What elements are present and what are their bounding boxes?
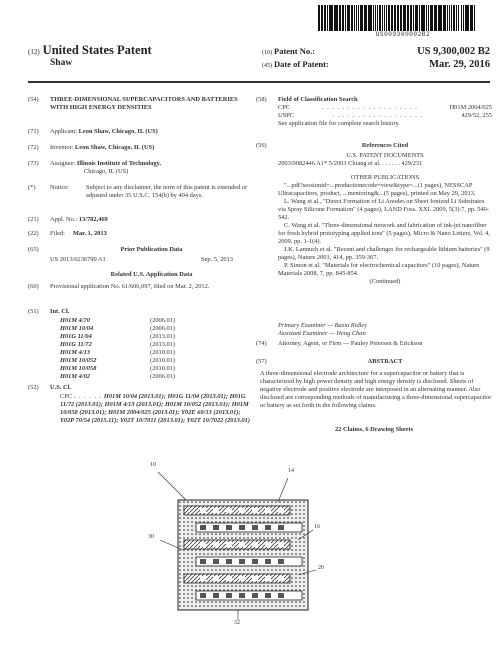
- electrode-cell: [265, 559, 271, 564]
- barcode-bar: [392, 5, 393, 31]
- cpc-field: CPC . . . . . . H01M 10/04 (2013.01); H01G 11/04 (2013.01); H01G 11/72 (2013.01); H01M 4/13 (2013.01); H01M 10/052 (2013.01); H01M 10/058 (2013.01); H01M 2004/025 (2013.01); Y02E 60/13 (2013.01); Y02P 70/54 (2015.11); Y02T 10/7011 (2013.01); Y02T 10/7022 (2013.01): [60, 393, 250, 424]
- barcode-bar: [348, 5, 350, 31]
- electrode-cell: [213, 593, 219, 598]
- electrode-plate: [196, 523, 302, 532]
- electrode-cell: [278, 576, 284, 581]
- electrode-diagram: [138, 460, 338, 635]
- prior-code: (65): [28, 246, 39, 253]
- assignee-label: Assignee:: [50, 160, 76, 167]
- figure-label: 20: [318, 565, 324, 571]
- electrode-plate: [184, 506, 290, 515]
- electrode-cell: [278, 525, 284, 530]
- abstract-code: (57): [256, 358, 267, 365]
- other-pub-entry: J.K. Lannuch et al. "Recent and challenges for rechargeable lithium batteries" (9 pages), Nature 2001, 414, pp. 359-367.: [278, 246, 490, 261]
- refs-code: (56): [256, 142, 267, 149]
- assignee-name: Illinois Institute of Technology,: [76, 160, 161, 167]
- us-cl-field: [28, 384, 253, 392]
- electrode-plate: [184, 574, 290, 583]
- electrode-cell: [265, 576, 271, 581]
- us-patent-entry: 2003/0082446 A1* 5/2003 Chiang et al. . . . . . . 429/231: [278, 160, 423, 167]
- barcode: [318, 5, 488, 31]
- appl-code: (21): [28, 216, 39, 223]
- inventor-code: (72): [28, 144, 39, 151]
- other-pub-entry: C. Wang et al. "Three-dimensional network and fabrication of ink-jet nanofiber for fresh hybrid prototyping applied ions" (5 pages), Micro & Nano Letters, Vol. 4, 2009, pp. 1-1(4).: [278, 222, 490, 245]
- barcode-bar: [335, 5, 337, 31]
- applicant-field: [28, 128, 253, 136]
- int-cl-list: [28, 317, 253, 381]
- patent-no-code: (10): [262, 50, 272, 56]
- electrode-cell: [226, 508, 232, 513]
- electrode-cell: [200, 542, 206, 547]
- title-field: [28, 96, 253, 112]
- patent-date: Mar. 29, 2016: [429, 59, 490, 70]
- prior-pub-number: US 2013/0236790 A1: [50, 256, 106, 263]
- attorney-text: Attorney, Agent, or Firm — Pauley Petersen & Erickson: [278, 340, 423, 347]
- electrode-cell: [239, 593, 245, 598]
- appl-label: Appl. No.:: [50, 216, 78, 223]
- barcode-bar: [453, 5, 455, 31]
- figure-label: 30: [148, 534, 154, 540]
- electrode-cell: [213, 542, 219, 547]
- barcode-bar: [340, 5, 341, 31]
- barcode-bar: [384, 5, 385, 31]
- prior-pub-heading: Prior Publication Data: [120, 246, 183, 253]
- applicant-value: Leon Shaw, Chicago, IL (US): [78, 128, 158, 135]
- electrode-cell: [265, 593, 271, 598]
- barcode-bar: [379, 5, 381, 31]
- barcode-bar: [375, 5, 377, 31]
- abstract-body: [256, 370, 492, 410]
- electrode-cell: [226, 525, 232, 530]
- filed-label: Filed:: [50, 230, 65, 237]
- assistant-examiner: Assistant Examiner — Heng Chan: [278, 330, 366, 337]
- barcode-bar: [436, 5, 437, 31]
- figure-label: 32: [234, 620, 240, 626]
- other-pub-entry: P. Simon et al. "Materials for electrochemical capacitors" (10 pages), Nature Materials 2008, 7, pp. 845-854.: [278, 262, 480, 277]
- int-cl-code: (51): [28, 308, 39, 315]
- barcode-bar: [428, 5, 429, 31]
- electrode-plate: [196, 557, 302, 566]
- other-pub-entry: "...pdf?sessionid=...productionecode=view&type=...(1 pages), NESSCAP Ultracapacitors, product, ...mentoring&...(5 pages), printed on May 29, 2013.: [278, 182, 476, 197]
- figure-label: 16: [314, 524, 320, 530]
- electrode-plate: [184, 540, 290, 549]
- header-rule: [28, 81, 490, 83]
- electrode-cell: [278, 542, 284, 547]
- field-search-note: See application file for complete search history.: [278, 120, 400, 127]
- electrode-cell: [200, 593, 206, 598]
- int-cl-class: H01M 4/13: [60, 349, 91, 356]
- electrode-cell: [226, 576, 232, 581]
- barcode-bar: [415, 5, 416, 31]
- us-patent-docs-heading: U.S. PATENT DOCUMENTS: [346, 152, 424, 159]
- int-cl-row: [60, 317, 253, 325]
- patent-title-header: [28, 43, 152, 58]
- int-cl-version: (2010.01): [150, 357, 176, 364]
- field-search: (58) Field of Classification Search CPC . . . . . . . . . . . . . . . . . . . H01M 2004/025 USPC . . . . . . . . . . . . . . . . . . 429/52, 255 See application file for complete search history.: [256, 96, 492, 127]
- notice-label: Notice:: [50, 184, 69, 191]
- provisional-text: Provisional application No. 61/606,097, filed on Mar. 2, 2012.: [50, 283, 210, 290]
- electrode-cell: [252, 525, 258, 530]
- barcode-number: US009300002B2: [375, 31, 431, 38]
- related-head-row: [28, 271, 253, 279]
- date-label: Date of Patent:: [274, 59, 329, 69]
- barcode-bar: [422, 5, 424, 31]
- int-cl-class: H01G 11/72: [60, 341, 92, 348]
- us-pat-docs: [256, 152, 492, 168]
- int-cl-class: H01M 10/04: [60, 325, 94, 332]
- int-cl-version: (2013.01): [150, 333, 176, 340]
- barcode-bar: [394, 5, 396, 31]
- other-pubs-list: [278, 182, 492, 278]
- electrode-cell: [278, 508, 284, 513]
- patent-no-label: Patent No.:: [274, 46, 316, 56]
- filed-field: [28, 230, 253, 238]
- cpc-label: CPC: [60, 393, 73, 400]
- barcode-bar: [371, 5, 372, 31]
- filed-code: (22): [28, 230, 39, 237]
- barcode-bar: [324, 5, 326, 31]
- int-cl-row: [60, 349, 253, 357]
- figure-label: 14: [288, 468, 294, 474]
- int-cl-row: [60, 325, 253, 333]
- barcode-bar: [318, 5, 320, 31]
- claims-field: [256, 426, 492, 434]
- abstract-field: [256, 358, 492, 366]
- int-cl-class: H01M 10/058: [60, 365, 97, 372]
- electrode-cell: [278, 593, 284, 598]
- barcode-bar: [405, 5, 406, 31]
- barcode-bar: [410, 5, 412, 31]
- barcode-bar: [445, 5, 446, 31]
- prov-code: (60): [28, 283, 39, 290]
- electrode-cell: [226, 593, 232, 598]
- barcode-bar: [358, 5, 359, 31]
- front-page-figure: [138, 460, 338, 635]
- examiner-block: [256, 322, 492, 338]
- appl-no-field: [28, 216, 253, 224]
- patent-number: US 9,300,002 B2: [417, 46, 490, 57]
- prior-pub-row: [28, 256, 253, 264]
- notice-code: (*): [28, 184, 36, 191]
- us-cl-code: (52): [28, 384, 39, 391]
- int-cl-version: (2013.01): [150, 341, 176, 348]
- inventor-field: [28, 144, 253, 152]
- int-cl-row: [60, 333, 253, 341]
- cpc-classes: H01M 10/04 (2013.01); H01G 11/04 (2013.01); H01G 11/72 (2013.01); H01M 4/13 (2013.01); H01M 10/052 (2013.01); H01M 10/058 (2013.01); H01M 2004/025 (2013.01); Y02E 60/13 (2013.01); Y02P 70/54 (2015.11); Y02T 10/7011 (2013.01); Y02T 10/7022 (2013.01): [60, 393, 250, 424]
- appl-number: 13/782,469: [78, 216, 108, 223]
- prior-pub-field: [28, 246, 253, 254]
- electrode-cell: [200, 559, 206, 564]
- electrode-cell: [200, 525, 206, 530]
- other-pubs: [256, 174, 492, 286]
- electrode-cell: [252, 559, 258, 564]
- barcode-bar: [474, 5, 475, 31]
- field-cpc-value: H01M 2004/025: [449, 104, 492, 111]
- refs-field: [256, 142, 492, 150]
- electrode-cell: [265, 542, 271, 547]
- barcode-bar: [449, 5, 451, 31]
- us-cl-heading: U.S. Cl.: [50, 384, 71, 391]
- electrode-cell: [252, 576, 258, 581]
- primary-examiner: Primary Examiner — Basia Ridley: [278, 322, 368, 329]
- notice-field: [28, 184, 253, 200]
- applicant-label: Applicant:: [50, 128, 77, 135]
- int-cl-class: H01M 10/052: [60, 357, 97, 364]
- barcode-bar: [351, 5, 353, 31]
- electrode-cell: [200, 576, 206, 581]
- provisional-field: [28, 283, 253, 291]
- patent-number-block: [262, 46, 490, 72]
- electrode-cell: [239, 542, 245, 547]
- barcode-bar: [463, 5, 464, 31]
- electrode-plate: [196, 591, 302, 600]
- int-cl-row: [60, 373, 253, 381]
- electrode-cell: [252, 593, 258, 598]
- int-cl-version: (2010.01): [150, 349, 176, 356]
- barcode-bar: [458, 5, 460, 31]
- barcode-bar: [322, 5, 323, 31]
- figure-label: 10: [150, 462, 156, 468]
- int-cl-class: H01M 4/02: [60, 373, 91, 380]
- electrode-cell: [278, 559, 284, 564]
- document-type: United States Patent: [42, 43, 152, 57]
- barcode-bar: [471, 5, 473, 31]
- related-data-heading: Related U.S. Application Data: [110, 271, 193, 278]
- invention-title: THREE-DIMENSIONAL SUPERCAPACITORS AND BATTERIES WITH HIGH ENERGY DENSITIES: [50, 96, 238, 111]
- barcode-bar: [441, 5, 442, 31]
- field-cpc-label: CPC: [278, 104, 291, 111]
- electrode-cell: [265, 508, 271, 513]
- electrode-cell: [213, 559, 219, 564]
- field-uspc-value: 429/52, 255: [461, 112, 492, 119]
- electrode-cell: [239, 525, 245, 530]
- inventor-value: Leon Shaw, Chicago, IL (US): [75, 144, 155, 151]
- int-cl-version: (2006.01): [150, 325, 176, 332]
- electrode-cell: [252, 542, 258, 547]
- barcode-bar: [345, 5, 346, 31]
- electrode-cell: [213, 576, 219, 581]
- barcode-bar: [327, 5, 328, 31]
- assignee-field: [28, 160, 253, 176]
- continued-note: (Continued): [369, 278, 401, 285]
- barcode-bar: [466, 5, 468, 31]
- int-cl-field: [28, 308, 253, 316]
- barcode-bar: [331, 5, 333, 31]
- int-cl-row: [60, 365, 253, 373]
- title-code: (54): [28, 96, 39, 103]
- leader-line: [158, 472, 186, 500]
- leader-line: [278, 478, 288, 502]
- electrode-cell: [239, 508, 245, 513]
- other-pub-entry: L. Wang et al., "Direct Formation of Li Anodes on Sheet Ionized Li Substrates via Spray Silicone Formation" (4 pages), LAND Foss. XXI. 2009, 5(3):7, pp. 540-542.: [278, 198, 489, 221]
- barcode-bar: [419, 5, 420, 31]
- assignee-location: Chicago, IL (US): [84, 168, 129, 175]
- kind-code: (12): [28, 48, 40, 56]
- int-cl-row: [60, 341, 253, 349]
- electrode-cell: [226, 542, 232, 547]
- date-code: (45): [262, 63, 272, 69]
- abstract-heading: ABSTRACT: [367, 358, 403, 365]
- electrode-cell: [252, 508, 258, 513]
- field-uspc-label: USPC: [278, 112, 294, 119]
- other-pubs-heading: OTHER PUBLICATIONS: [350, 174, 420, 181]
- barcode-bar: [361, 5, 363, 31]
- barcode-bar: [354, 5, 355, 31]
- int-cl-version: (2006.01): [150, 373, 176, 380]
- int-cl-row: [60, 357, 253, 365]
- barcode-bar: [431, 5, 433, 31]
- inventor-label: Inventor:: [50, 144, 74, 151]
- field-search-heading: Field of Classification Search: [278, 96, 358, 103]
- int-cl-class: H01G 11/04: [60, 333, 92, 340]
- inventor-surname: Shaw: [50, 58, 73, 68]
- electrode-cell: [213, 508, 219, 513]
- electrode-cell: [226, 559, 232, 564]
- claims-count: 22 Claims, 6 Drawing Sheets: [335, 426, 413, 433]
- int-cl-class: H01M 4/70: [60, 317, 91, 324]
- int-cl-heading: Int. Cl.: [50, 308, 70, 315]
- barcode-bar: [397, 5, 399, 31]
- refs-heading: References Cited: [361, 142, 409, 149]
- electrode-cell: [200, 508, 206, 513]
- electrode-cell: [213, 525, 219, 530]
- notice-text: Subject to any disclaimer, the term of this patent is extended or adjusted under 35 U.S.C. 154(b) by 404 days.: [86, 184, 248, 199]
- barcode-bar: [366, 5, 367, 31]
- field-search-code: (58): [256, 96, 267, 103]
- abstract-text: A three-dimensional electrode architecture for a supercapacitor or battery that is characterized by high power density and high energy density is disclosed. Sheets of negative electrode and positive electrode are interposed in an alternating manner. Also disclosed are corresponding methods of manufacturing a three-dimensional supercapacitor or battery as set forth in the following claims.: [260, 370, 492, 409]
- barcode-bar: [438, 5, 440, 31]
- electrode-cell: [239, 559, 245, 564]
- assignee-code: (73): [28, 160, 39, 167]
- electrode-cell: [239, 576, 245, 581]
- attorney-code: (74): [256, 340, 267, 347]
- applicant-code: (71): [28, 128, 39, 135]
- barcode-bar: [368, 5, 370, 31]
- int-cl-version: (2006.01): [150, 317, 176, 324]
- prior-pub-date: Sep. 5, 2013: [201, 256, 233, 263]
- electrode-cell: [265, 525, 271, 530]
- barcode-bar: [388, 5, 390, 31]
- attorney-field: [256, 340, 492, 348]
- barcode-bar: [401, 5, 402, 31]
- int-cl-rows: [50, 317, 253, 381]
- int-cl-version: (2010.01): [150, 365, 176, 372]
- filed-date: Mar. 1, 2013: [72, 230, 107, 237]
